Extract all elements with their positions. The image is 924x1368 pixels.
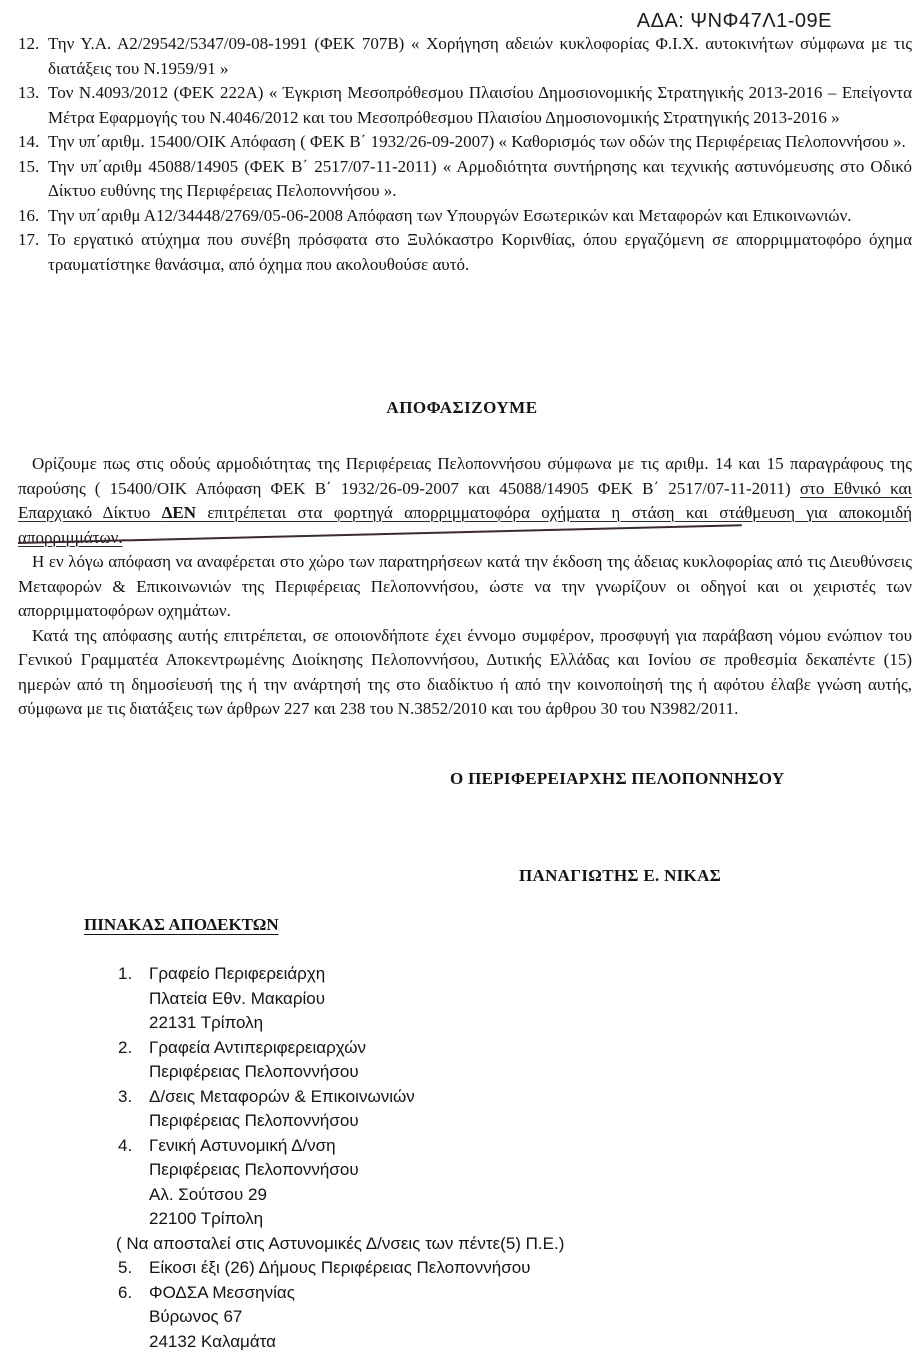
recipient-line: ΦΟΔΣΑ Μεσσηνίας bbox=[149, 1282, 295, 1302]
consideration-number: 15. bbox=[18, 156, 40, 176]
recipient-number: 1. bbox=[118, 964, 133, 983]
decision-paragraph-3: Κατά της απόφασης αυτής επιτρέπεται, σε οποιονδήποτε έχει έννομο συμφέρον, προσφυγή για παράβαση νόμου ενώπιον του Γενικού Γραμματέα Αποκεντρωμένης Διοίκησης Πελοποννήσου, Δυτικής Ελλάδας και Ιονίου σε προθεσμία δεκαπέντε (15) ημερών από τη δημοσίευσή της ή την ανάρτησή της στο διαδίκτυο ή από την κοινοποίησή της ή αφότου έλαβε γνώση αυτής, σύμφωνα με τις διατάξεις των άρθρων 227 και 238 του Ν.3852/2010 και του άρθρου 30 του Ν3982/2011. bbox=[18, 625, 912, 718]
consideration-number: 14. bbox=[18, 132, 40, 151]
consideration-number: 12. bbox=[18, 34, 40, 53]
consideration-item bbox=[18, 32, 912, 81]
recipient-line: Πλατεία Εθν. Μακαρίου bbox=[149, 988, 326, 1008]
recipient-line: Είκοσι έξι (26) Δήμους Περιφέρειας Πελοποννήσου bbox=[149, 1258, 531, 1277]
recipients-heading: ΠΙΝΑΚΑΣ ΑΠΟΔΕΚΤΩΝ bbox=[84, 915, 279, 934]
recipients-note: ( Να αποσταλεί στις Αστυνομικές Δ/νσεις των πέντε(5) Π.Ε.) bbox=[116, 1233, 565, 1253]
recipient-line: Περιφέρειας Πελοποννήσου bbox=[149, 1160, 359, 1179]
consideration-item bbox=[18, 81, 912, 130]
recipient-item bbox=[118, 1256, 878, 1281]
recipient-number: 5. bbox=[118, 1258, 133, 1277]
recipients-list bbox=[118, 962, 878, 1354]
consideration-text: Το εργατικό ατύχημα που συνέβη πρόσφατα στο Ξυλόκαστρο Κορινθίας, όπου εργαζόμενη σε απορριμματοφόρο όχημα τραυματίστηκε θανάσιμα, από όχημα που ακολουθούσε αυτό. bbox=[48, 230, 912, 274]
decision-paragraph-2: Η εν λόγω απόφαση να αναφέρεται στο χώρο των παρατηρήσεων κατά την έκδοση της άδειας κυκλοφορίας από τις Διευθύνσεις Μεταφορών & Επικοινωνιών της Περιφέρειας Πελοποννήσου, ώστε να την γνωρίζουν οι οδηγοί και οι χειριστές των απορριμματοφόρων οχημάτων. bbox=[18, 552, 912, 620]
emphasis-text: ΔΕΝ bbox=[161, 503, 197, 522]
consideration-item bbox=[18, 130, 912, 155]
consideration-text: Την Υ.Α. Α2/29542/5347/09-08-1991 (ΦΕΚ 707Β) « Χορήγηση αδειών κυκλοφορίας Φ.Ι.Χ. αυτοκινήτων σύμφωνα με τις διατάξεις του Ν.1959/91 » bbox=[48, 34, 912, 78]
recipient-line: Περιφέρειας Πελοποννήσου bbox=[149, 1111, 359, 1130]
consideration-item bbox=[18, 204, 912, 229]
recipient-number: 6. bbox=[118, 1282, 133, 1302]
signer-title: Ο ΠΕΡΙΦΕΡΕΙΑΡΧΗΣ ΠΕΛΟΠΟΝΝΗΣΟΥ bbox=[450, 769, 785, 788]
recipient-item bbox=[118, 962, 878, 1036]
signer-name: ΠΑΝΑΓΙΩΤΗΣ Ε. ΝΙΚΑΣ bbox=[519, 866, 722, 885]
consideration-item bbox=[18, 155, 912, 204]
consideration-text: Τον Ν.4093/2012 (ΦΕΚ 222Α) « Έγκριση Μεσοπρόθεσμου Πλαισίου Δημοσιονομικής Στρατηγικής 2013-2016 – Επείγοντα Μέτρα Εφαρμογής του Ν.4046/2012 και του Μεσοπρόθεσμου Πλαισίου Δημοσιονομικής Στρατηγικής 2013-2016 » bbox=[48, 83, 912, 127]
decision-paragraph-1 bbox=[18, 452, 912, 550]
recipient-line: Γραφείο Περιφερειάρχη bbox=[149, 964, 326, 983]
consideration-number: 17. bbox=[18, 230, 40, 249]
consideration-text: Την υπ΄αριθμ 45088/14905 (ΦΕΚ Β΄ 2517/07-11-2011) « Αρμοδιότητα συντήρησης και τεχνικής αστυνόμευσης στο Οδικό Δίκτυο ευθύνης της Περιφέρειας Πελοποννήσου ». bbox=[48, 156, 912, 200]
recipient-item bbox=[118, 1036, 878, 1085]
underlined-text: επιτρέπεται στα φορτηγά απορριμματοφόρα οχήματα η στάση και στάθμευση για αποκομιδή απορριμμάτων. bbox=[18, 503, 912, 547]
recipient-line: Γραφεία Αντιπεριφερειαρχών bbox=[149, 1037, 366, 1057]
recipient-item bbox=[118, 1134, 878, 1232]
recipient-number: 4. bbox=[118, 1135, 133, 1155]
underlined-text: στο Εθνικό και Επαρχιακό Δίκτυο bbox=[18, 478, 912, 522]
consideration-item bbox=[18, 228, 912, 277]
decision-text: Ορίζουμε πως στις οδούς αρμοδιότητας της Περιφέρειας Πελοποννήσου σύμφωνα με τις αριθμ. 14 και 15 παραγράφους της παρούσης ( 15400/ΟΙΚ Απόφαση ΦΕΚ Β΄ 1932/26-09-2007 και 45088/14905 ΦΕΚ Β΄ 2517/07-11-2011) bbox=[18, 454, 912, 498]
consideration-text: Την υπ΄αριθμ. 15400/ΟΙΚ Απόφαση ( ΦΕΚ Β΄ 1932/26-09-2007) « Καθορισμός των οδών της Περιφέρειας Πελοποννήσου ». bbox=[48, 132, 906, 151]
ada-code: ΑΔΑ: ΨΝΦ47Λ1-09Ε bbox=[636, 10, 832, 32]
recipient-item bbox=[118, 1281, 878, 1355]
decision-heading: ΑΠΟΦΑΣΙΖΟΥΜΕ bbox=[386, 398, 538, 417]
recipient-item bbox=[118, 1085, 878, 1134]
consideration-number: 16. bbox=[18, 205, 40, 225]
considerations-list bbox=[18, 32, 912, 277]
recipient-line: Περιφέρειας Πελοποννήσου bbox=[149, 1062, 359, 1081]
recipient-number: 2. bbox=[118, 1037, 133, 1057]
recipient-line: Γενική Αστυνομική Δ/νση bbox=[149, 1135, 336, 1155]
recipient-number: 3. bbox=[118, 1086, 133, 1106]
recipient-line: Δ/σεις Μεταφορών & Επικοινωνιών bbox=[149, 1086, 415, 1106]
recipient-line: 22131 Τρίπολη bbox=[149, 1013, 264, 1032]
recipient-line: Βύρωνος 67 bbox=[149, 1307, 243, 1326]
consideration-number: 13. bbox=[18, 83, 40, 102]
recipient-line: 24132 Καλαμάτα bbox=[149, 1331, 276, 1351]
recipient-line: Αλ. Σούτσου 29 bbox=[149, 1184, 267, 1204]
recipient-line: 22100 Τρίπολη bbox=[149, 1209, 264, 1228]
decision-body bbox=[18, 452, 912, 722]
consideration-text: Την υπ΄αριθμ Α12/34448/2769/05-06-2008 Απόφαση των Υπουργών Εσωτερικών και Μεταφορών και Επικοινωνιών. bbox=[48, 205, 852, 225]
